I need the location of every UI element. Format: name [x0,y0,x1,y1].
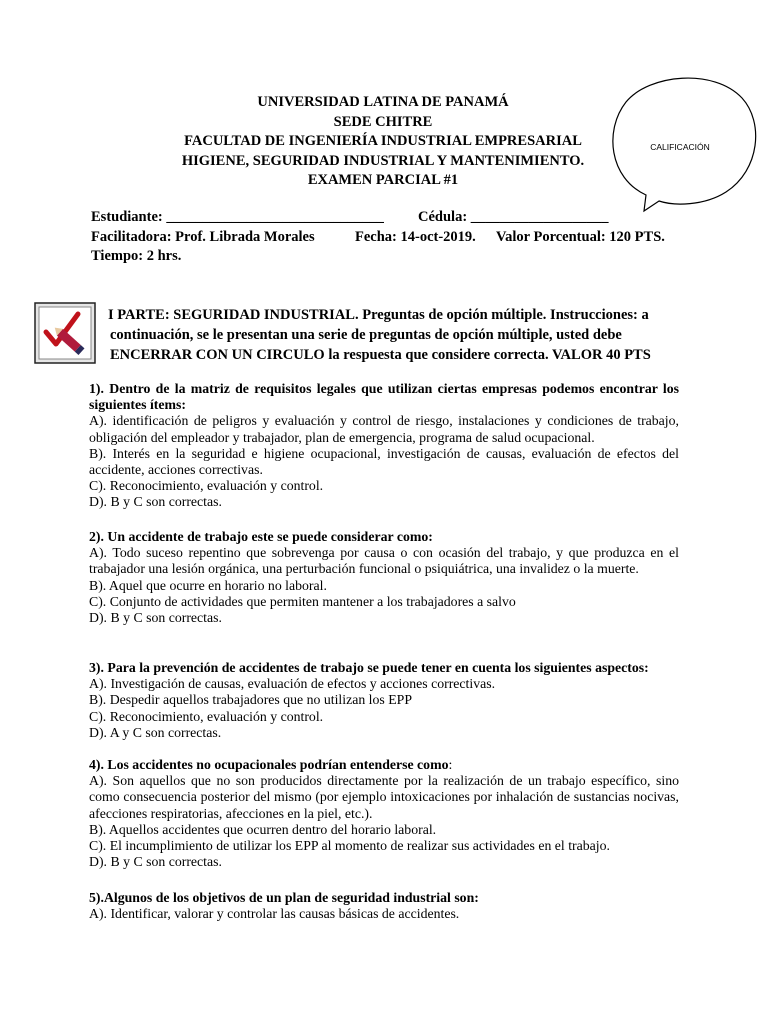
part-one-line: ENCERRAR CON UN CIRCULO la respuesta que considere correcta. VALOR 40 PTS [110,347,651,363]
question-5 [89,890,679,922]
option-d[interactable]: D). B y C son correctas. [89,494,222,510]
question-1 [89,381,679,511]
option-a[interactable]: A). Identificar, valorar y controlar las causas básicas de accidentes. [89,906,460,922]
course-name: HIGIENE, SEGURIDAD INDUSTRIAL Y MANTENIMIENTO. [181,152,585,169]
option-b[interactable]: B). Aquellos accidentes que ocurren dentro del horario laboral. [89,821,437,837]
option-d[interactable]: D). A y C son correctas. [89,724,222,740]
part-one-instructions [108,305,668,365]
option-d[interactable]: D). B y C son correctas. [89,610,222,626]
option-a[interactable]: A). Investigación de causas, evaluación de efectos y acciones correctivas. [89,676,496,692]
option-b[interactable]: B). Interés en la seguridad e higiene ocupacional, investigación de causas, evaluación de efectos del accidente, acciones correctivas. [89,445,679,478]
exam-title: EXAMEN PARCIAL #1 [307,172,459,188]
question-title: 5).Algunos de los objetivos de un plan de seguridad industrial son: [89,890,479,905]
time-field: Tiempo: 2 hrs. [91,248,182,264]
value-field: Valor Porcentual: 120 PTS. [496,229,665,245]
faculty-name: FACULTAD DE INGENIERÍA INDUSTRIAL EMPRESARIAL [184,133,582,149]
question-title-row [89,757,679,773]
option-a[interactable]: A). Son aquellos que no son producidos directamente por la realización de un trabajo específico, sino como consecuencia posterior del mismo (por ejemplo intoxicaciones por inhalación de sustancias nocivas, afecciones respiratorias, afecciones en la piel, etc.). [89,773,679,821]
id-field: Cédula: ___________________ [418,209,609,225]
part-one-line: continuación, se le presentan una serie de preguntas de opción múltiple, usted debe [110,327,622,343]
option-b[interactable]: B). Despedir aquellos trabajadores que no utilizan los EPP [89,692,413,708]
checkmark-pencil-icon [34,302,96,364]
option-c[interactable]: C). Conjunto de actividades que permiten mantener a los trabajadores a salvo [89,593,516,609]
question-title-suffix: : [448,757,453,772]
exam-header [80,93,686,191]
question-title: 2). Un accidente de trabajo este se puede considerar como: [89,529,433,544]
campus-name: SEDE CHITRE [333,113,433,130]
option-c[interactable]: C). Reconocimiento, evaluación y control. [89,478,324,494]
question-title: 1). Dentro de la matriz de requisitos legales que utilizan ciertas empresas podemos encontrar los siguientes ítems: [89,381,679,413]
grade-label: CALIFICACIÓN [650,142,710,152]
student-field: Estudiante: ______________________________ [91,209,384,225]
grade-bubble [604,70,760,216]
option-a[interactable]: A). Todo suceso repentino que sobrevenga por causa o con ocasión del trabajo, y que produzca en el trabajador una lesión orgánica, una perturbación funcional o psiquiátrica, una invalidez o la muerte. [89,545,679,577]
option-b[interactable]: B). Aquel que ocurre en horario no laboral. [89,577,327,593]
part-one-line: I PARTE: SEGURIDAD INDUSTRIAL. Preguntas de opción múltiple. Instrucciones: a [108,307,649,323]
university-name: UNIVERSIDAD LATINA DE PANAMÁ [257,94,509,110]
option-c[interactable]: C). El incumplimiento de utilizar los EPP al momento de realizar sus actividades en el trabajo. [89,838,610,854]
question-3 [89,660,679,741]
option-d[interactable]: D). B y C son correctas. [89,854,222,870]
date-field: Fecha: 14-oct-2019. [355,229,476,245]
question-title: 4). Los accidentes no ocupacionales podrían entenderse como [89,757,449,772]
question-title: 3). Para la prevención de accidentes de trabajo se puede tener en cuenta los siguientes aspectos: [89,660,649,675]
option-c[interactable]: C). Reconocimiento, evaluación y control. [89,708,324,724]
question-4 [89,757,679,870]
option-a[interactable]: A). identificación de peligros y evaluación y control de riesgo, instalaciones y condiciones de trabajo, obligación del empleador y trabajador, plan de emergencia, programa de salud ocupacional. [89,413,679,445]
question-2 [89,529,679,626]
facilitator-field: Facilitadora: Prof. Librada Morales [91,229,315,245]
